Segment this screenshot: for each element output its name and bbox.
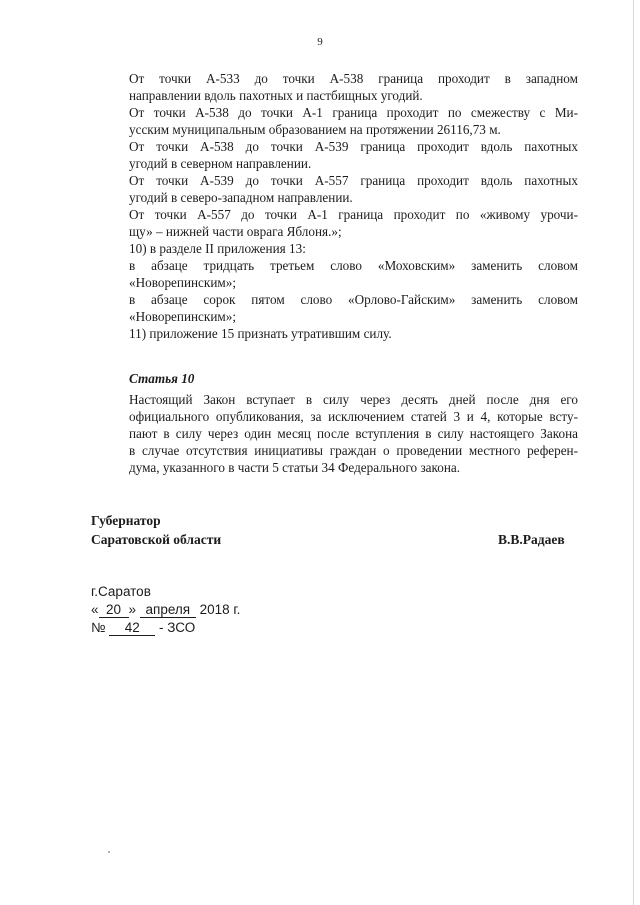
- signatory-name: В.В.Радаев: [498, 532, 565, 547]
- scan-speck: [108, 851, 110, 853]
- text-line: угодий в северо-западном направлении.: [129, 190, 353, 205]
- text-line: 11) приложение 15 признать утратившим силу.: [129, 326, 392, 341]
- document-footer: [91, 583, 240, 637]
- text-line: официального опубликования, за исключением статей 3 и 4, которые всту-: [129, 409, 578, 424]
- position-line: Губернатор: [91, 513, 161, 528]
- paragraph-item-10: [91, 240, 578, 257]
- text-line: От точки А-538 до точки А-539 граница проходит вдоль пахотных: [129, 139, 578, 154]
- date-line: [91, 601, 240, 619]
- text-line: 10) в разделе II приложения 13:: [129, 241, 306, 256]
- number-prefix: №: [91, 620, 106, 635]
- article-paragraph: [91, 391, 578, 476]
- scan-edge-line: [633, 0, 634, 905]
- text-line: угодий в северном направлении.: [129, 156, 312, 171]
- text-line: в абзаце сорок пятом слово «Орлово-Гайским» заменить словом: [129, 292, 578, 307]
- article-body: [91, 391, 578, 476]
- text-line: пают в силу через один месяц после вступления в силу настоящего Закона: [129, 426, 578, 441]
- text-line: направлении вдоль пахотных и пастбищных угодий.: [129, 88, 423, 103]
- paragraph-a533-a538: [91, 70, 578, 104]
- date-open-quote: «: [91, 602, 99, 617]
- text-line: Настоящий Закон вступает в силу через десять дней после дня его: [129, 392, 578, 407]
- date-day: 20: [99, 603, 129, 618]
- paragraph-a538-a539: [91, 138, 578, 172]
- article-title: Статья 10: [129, 371, 195, 386]
- text-line: усским муниципальным образованием на протяжении 26116,73 м.: [129, 122, 501, 137]
- text-line: щу» – нижней части оврага Яблоня.»;: [129, 224, 342, 239]
- text-line: «Новорепинским»;: [129, 309, 236, 324]
- text-line: От точки А-533 до точки А-538 граница проходит в западном: [129, 71, 578, 86]
- paragraph-a539-a557: [91, 172, 578, 206]
- signature-position: [91, 511, 221, 549]
- date-month: апреля: [140, 603, 196, 618]
- document-number: 42: [109, 621, 155, 636]
- amendments-section: [91, 70, 578, 342]
- text-line: дума, указанного в части 5 статьи 34 Федерального закона.: [129, 460, 461, 475]
- date-year: 2018 г.: [199, 602, 241, 617]
- date-close-quote: »: [128, 602, 137, 617]
- text-line: в случае отсутствия инициативы граждан о проведении местного референ-: [129, 443, 578, 458]
- text-line: От точки А-539 до точки А-557 граница проходит вдоль пахотных: [129, 173, 578, 188]
- number-line: [91, 619, 240, 637]
- paragraph-item-11: [91, 325, 578, 342]
- page-number: 9: [317, 36, 323, 48]
- text-line: «Новорепинским»;: [129, 275, 236, 290]
- position-line: Саратовской области: [91, 532, 222, 547]
- text-line: в абзаце тридцать третьем слово «Моховским» заменить словом: [129, 258, 578, 273]
- paragraph-mokhovsky: [91, 257, 578, 291]
- number-suffix: - ЗСО: [159, 620, 196, 635]
- paragraph-a538-a1: [91, 104, 578, 138]
- text-line: От точки А-557 до точки А-1 граница проходит по «живому урочи-: [129, 207, 578, 222]
- city: г.Саратов: [91, 584, 151, 599]
- paragraph-a557-a1: [91, 206, 578, 240]
- paragraph-orlovo-gaisky: [91, 291, 578, 325]
- text-line: От точки А-538 до точки А-1 граница проходит по смежеству с Ми-: [129, 105, 578, 120]
